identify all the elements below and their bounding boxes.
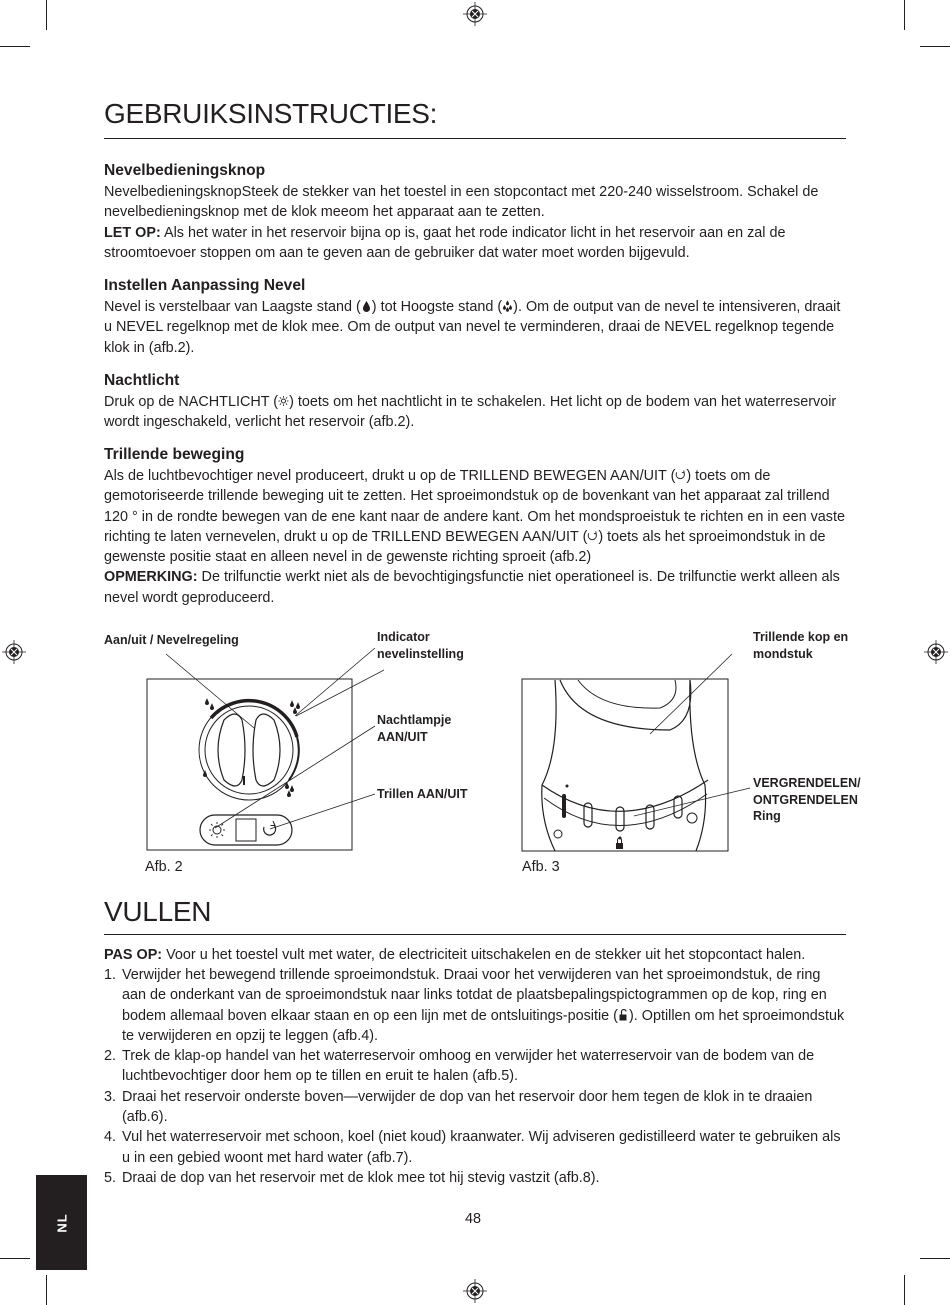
rotate-icon (675, 469, 686, 481)
rotate-icon (587, 530, 598, 542)
text-part: Als de luchtbevochtiger nevel produceert, drukt u op de TRILLEND BEWEGEN AAN/UIT ( (104, 468, 676, 484)
list-item (104, 1046, 846, 1087)
crop-mark (46, 0, 47, 30)
step-number: 1. (104, 967, 117, 983)
step-number: 2. (104, 1048, 117, 1065)
figure-2-leaders (200, 620, 380, 840)
text-part: ) toets als het sproeimondstuk in de gewenste positie staat en alleen nevel in de gewenste richting sproeit (afb.2) (104, 528, 826, 566)
fig3-caption: Afb. 3 (522, 859, 560, 875)
section-mist-knob (104, 161, 846, 263)
fig2-label-oscillate: Trillen AAN/UIT (377, 787, 468, 801)
filling-steps (104, 965, 846, 1188)
text-part: ) toets om het nachtlicht in te schakelen. Het licht op de bodem van het waterreservoir wordt ingeschakeld, verlicht het reservoir (afb.2). (104, 394, 837, 431)
fig2-label-power: Aan/uit / Nevelregeling (104, 633, 239, 647)
filling-warning (104, 945, 846, 965)
registration-mark-icon (463, 2, 487, 26)
crop-mark (0, 1258, 30, 1259)
text-part: ). Om de output van de nevel te intensiveren, draait u NEVEL regelknop met de klok mee. Om de output van nevel te verminderen, draai de NEVEL regelknop tegende klok in (afb.2). (104, 299, 841, 356)
section-text (104, 297, 846, 358)
page-title: GEBRUIKSINSTRUCTIES: (104, 98, 438, 129)
list-item (104, 1168, 846, 1188)
list-item (104, 1127, 846, 1168)
section-text: NevelbedieningsknopSteek de stekker van het toestel in een stopcontact met 220-240 wisselstroom. Schakel de nevelbedieningsknop met de klok meeom het apparaat aan te zetten. (104, 184, 819, 221)
crop-mark (920, 1258, 950, 1259)
section-heading: Trillende beweging (104, 446, 245, 463)
step-text: Draai het reservoir onderste boven—verwijder de dop van het reservoir door hem tegen de klok in te draaien (afb.6). (122, 1088, 813, 1126)
registration-mark-icon (924, 640, 948, 664)
section-oscillation (104, 445, 846, 608)
step-number: 4. (104, 1129, 117, 1146)
step-number: 3. (104, 1088, 117, 1105)
sun-icon (278, 395, 289, 407)
step-text: Verwijder het bewegend trillende sproeimondstuk. Draai voor het verwijderen van het sproeimondstuk, de ring aan de onderkant van de sproeimondstuk naar links totdat de plaatsbepalingspictogrammen op de kop, ring en bodem allemaal boven elkaar staan en op een lijn met de ontsluitings-positie ( (122, 967, 827, 1024)
title-rule (104, 138, 846, 139)
section-heading: Nevelbedieningsknop (104, 162, 266, 179)
step-number: 5. (104, 1169, 117, 1186)
fig3-label-head: Trillende kop en mondstuk (753, 630, 849, 661)
text-part: Nevel is verstelbaar van Laagste stand ( (104, 299, 361, 315)
list-item (104, 1087, 846, 1128)
figure-3-humidifier-head (520, 620, 760, 860)
language-tab (36, 1175, 87, 1270)
text-part: ) tot Hoogste stand ( (371, 299, 503, 315)
section-title-vullen: VULLEN (104, 896, 212, 927)
language-tab-label: NL (54, 1212, 69, 1233)
section-heading: Nachtlicht (104, 372, 180, 389)
section-mist-adjust (104, 276, 846, 358)
section-text (104, 466, 846, 567)
unlock-icon (618, 1009, 629, 1021)
text-part: ) toets om de gemotoriseerde trillende beweging uit te zetten. Het sproeimondstuk op de bovenkant van het apparaat zal trillend 120 ° in de rondte bewegen van de ene kant naar de andere kant. Om het mondsproeistuk te richten en in een vaste richting te laten vernevelen, drukt u op de TRILLEND BEWEGEN AAN/UIT ( (104, 468, 845, 545)
section-note (104, 223, 846, 264)
text-part: Druk op de NACHTLICHT ( (104, 394, 279, 410)
fig2-caption: Afb. 2 (145, 859, 183, 875)
crop-mark (0, 46, 30, 47)
note-text: Als het water in het reservoir bijna op is, gaat het rode indicator licht in het reservoir aan en zal de stroomtoevoer stoppen om aan te geven aan de gebruiker dat water moet worden bijgevuld. (104, 224, 786, 261)
list-item (104, 965, 846, 1046)
triple-drop-icon (502, 300, 513, 312)
note-text: De trilfunctie werkt niet als de bevochtigingsfunctie niet operationeel is. De trilfunctie werkt alleen als nevel wordt geproduceerd. (104, 569, 840, 606)
crop-mark (904, 0, 905, 30)
crop-mark (904, 1275, 905, 1305)
vullen-rule (104, 934, 846, 935)
warning-label: PAS OP: (104, 947, 163, 963)
fig3-label-ring: VERGRENDELEN/ ONTGRENDELEN Ring (753, 776, 861, 823)
registration-mark-icon (463, 1279, 487, 1303)
note-label: LET OP: (104, 224, 161, 241)
step-text: Vul het waterreservoir met schoon, koel (niet koud) kraanwater. Wij adviseren gedistilleerd water te gebruiken als u in een gebied woont met hard water (afb.7). (122, 1129, 841, 1166)
registration-mark-icon (2, 640, 26, 664)
note-label: OPMERKING: (104, 569, 198, 586)
warning-text: Voor u het toestel vult met water, de electriciteit uitschakelen en de stekker uit het stopcontact halen. (162, 947, 806, 963)
fig2-label-nightlight: Nachtlampje AAN/UIT (377, 713, 452, 744)
single-drop-icon (361, 300, 372, 312)
section-note (104, 567, 846, 608)
section-nightlight (104, 371, 846, 433)
step-text: Trek de klap-op handel van het waterreservoir omhoog en verwijder het waterreservoir van de bodem van de luchtbevochtiger door hem op te tillen en eruit te halen (afb.5). (122, 1048, 815, 1085)
page-number: 48 (465, 1211, 482, 1227)
section-heading: Instellen Aanpassing Nevel (104, 277, 306, 294)
crop-mark (920, 46, 950, 47)
step-text: ). Optillen om het sproeimondstuk te verwijderen en opzij te leggen (afb.4). (122, 1007, 845, 1044)
fig2-label-indicator: Indicator nevelinstelling (377, 630, 464, 661)
step-text: Draai de dop van het reservoir met de klok mee tot hij stevig vastzit (afb.8). (122, 1169, 600, 1186)
crop-mark (46, 1275, 47, 1305)
section-text (104, 392, 846, 433)
